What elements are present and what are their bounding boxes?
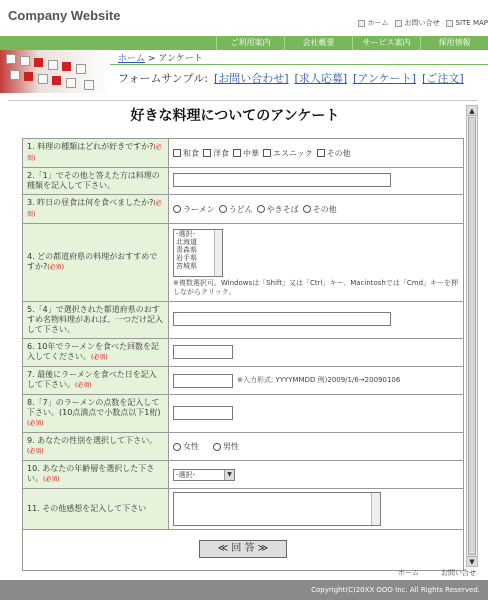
scroll-thumb[interactable] (468, 117, 476, 555)
site-logo[interactable]: Company Website (8, 8, 121, 23)
q9-option-female[interactable]: 女性 (173, 441, 199, 452)
form-link-order[interactable]: [ご注文] (422, 72, 464, 85)
radio[interactable] (303, 205, 311, 213)
required-badge: (必須) (91, 354, 108, 361)
top-link-contact[interactable]: お問い合せ (395, 18, 440, 28)
q1-option-yoshoku[interactable]: 洋食 (203, 148, 229, 159)
q10-age-select[interactable]: -選択- ▼ (173, 469, 235, 481)
page-scrollbar[interactable] (466, 105, 478, 567)
question-row (23, 489, 464, 530)
question-label: 4. どの都道府県の料理がおすすめですか? (27, 252, 158, 271)
submit-row (23, 530, 464, 571)
list-item[interactable]: 青森県 (176, 245, 197, 254)
chevron-down-icon[interactable]: ▼ (224, 470, 234, 480)
list-item[interactable]: 宮城県 (176, 261, 197, 270)
q6-count-input[interactable] (173, 345, 233, 359)
footer-link-contact[interactable]: お問い合せ (441, 569, 476, 577)
mail-icon (395, 20, 402, 27)
list-item[interactable]: -選択- (176, 229, 196, 238)
q1-option-chuka[interactable]: 中華 (233, 148, 259, 159)
scroll-up-icon[interactable]: ▲ (467, 106, 477, 116)
checkbox[interactable] (317, 149, 325, 157)
q2-text-input[interactable] (173, 173, 391, 187)
breadcrumb-current: アンケート (158, 54, 203, 64)
nav-item-company[interactable]: 会社概要 (284, 36, 352, 50)
nav-item-services[interactable]: サービス案内 (352, 36, 420, 50)
submit-button[interactable]: ≪ 回 答 ≫ (199, 540, 287, 558)
question-row (23, 395, 464, 433)
footer-link-home[interactable]: ホーム (398, 569, 419, 577)
footer-copyright: Copyright(C)20XX OOO Inc. All Rights Reserved. (0, 580, 488, 600)
form-link-survey[interactable]: [アンケート] (353, 72, 417, 85)
question-row (23, 195, 464, 224)
form-sample-links (118, 70, 464, 86)
breadcrumb: ホーム > アンケート (118, 54, 203, 64)
q1-option-ethnic[interactable]: エスニック (263, 148, 313, 159)
question-label: 10. あなたの年齢層を選択した下さい。 (27, 464, 155, 483)
question-row (23, 168, 464, 195)
q1-option-washoku[interactable]: 和食 (173, 148, 199, 159)
sitemap-icon (446, 20, 453, 27)
q1-option-other[interactable]: その他 (317, 148, 351, 159)
page-title: 好きな料理についてのアンケート (130, 108, 340, 124)
list-item[interactable]: 北海道 (176, 237, 197, 246)
scroll-down-icon[interactable]: ▼ (467, 556, 477, 566)
required-badge: (必須) (27, 448, 44, 455)
question-label: 7. 最後にラーメンを食べた日を記入して下さい。 (27, 370, 157, 389)
list-item[interactable]: 岩手県 (176, 253, 197, 262)
q4-note: ※複数選択可。Windowsは「Shift」又は「Ctrl」キー、Macintoshでは「Cmd」キーを押しながらクリック。 (173, 278, 459, 296)
question-row (23, 461, 464, 489)
question-label: 5.「4」で選択された都道府県のおすすめ名物料理があれば、一つだけ記入して下さい。 (27, 305, 163, 334)
question-label: 3. 昨日の昼食は何を食べましたか? (27, 198, 154, 207)
q7-date-input[interactable] (173, 374, 233, 388)
banner-image (0, 50, 110, 93)
form-link-job[interactable]: [求人応募] (294, 72, 348, 85)
q3-option-yakisoba[interactable]: やきそば (257, 204, 299, 215)
form-link-contact[interactable]: [お問い合わせ] (213, 72, 289, 85)
textarea-scrollbar[interactable] (371, 493, 380, 525)
q3-option-udon[interactable]: うどん (219, 204, 253, 215)
q11-comment-textarea[interactable] (173, 492, 381, 526)
radio[interactable] (173, 205, 181, 213)
question-row (23, 139, 464, 168)
question-row (23, 367, 464, 395)
q8-score-input[interactable] (173, 406, 233, 420)
question-row (23, 339, 464, 367)
required-badge: (必須) (27, 200, 162, 218)
question-label: 8.「7」のラーメンの点数を記入して下さい。(10点満点で小数点以下1桁) (27, 398, 161, 417)
required-badge: (必須) (27, 144, 162, 162)
radio[interactable] (173, 443, 181, 451)
home-icon (358, 20, 365, 27)
radio[interactable] (213, 443, 221, 451)
question-label: 9. あなたの性別を選択して下さい。 (27, 436, 158, 445)
question-label: 1. 料理の種類はどれが好きですか? (27, 142, 154, 151)
listbox-scrollbar[interactable] (214, 230, 222, 276)
checkbox[interactable] (173, 149, 181, 157)
survey-form (22, 138, 464, 571)
main-nav (0, 36, 488, 50)
q3-option-other[interactable]: その他 (303, 204, 337, 215)
top-link-home[interactable]: ホーム (358, 18, 389, 28)
top-bar (0, 0, 488, 36)
radio[interactable] (219, 205, 227, 213)
q4-prefecture-listbox[interactable] (173, 229, 223, 277)
nav-item-guide[interactable]: ご利用案内 (216, 36, 284, 50)
q9-option-male[interactable]: 男性 (213, 441, 239, 452)
divider (110, 64, 488, 65)
q5-text-input[interactable] (173, 312, 391, 326)
question-row (23, 224, 464, 302)
top-links (358, 18, 488, 28)
radio[interactable] (257, 205, 265, 213)
footer-links (398, 568, 476, 578)
required-badge: (必須) (75, 382, 92, 389)
q7-note: ※入力形式: YYYYMMDD 例)2009/1/6→20090106 (237, 376, 401, 384)
nav-item-recruit[interactable]: 採用情報 (420, 36, 488, 50)
form-sample-label: フォームサンプル: (118, 72, 208, 85)
required-badge: (必須) (43, 476, 60, 483)
question-label: 6. 10年でラーメンを食べた回数を記入してください。 (27, 342, 159, 361)
top-link-sitemap[interactable]: SITE MAP (446, 18, 488, 28)
breadcrumb-home-link[interactable]: ホーム (118, 54, 146, 64)
question-row (23, 302, 464, 339)
required-badge: (必須) (27, 420, 44, 427)
q3-option-ramen[interactable]: ラーメン (173, 204, 215, 215)
checkbox[interactable] (263, 149, 271, 157)
checkbox[interactable] (233, 149, 241, 157)
checkbox[interactable] (203, 149, 211, 157)
question-row (23, 433, 464, 461)
question-label: 11. その他感想を記入して下さい (27, 504, 147, 513)
question-label: 2.「1」でその他と答えた方は料理の種類を記入して下さい。 (27, 171, 160, 190)
required-badge: (必須) (47, 264, 64, 271)
